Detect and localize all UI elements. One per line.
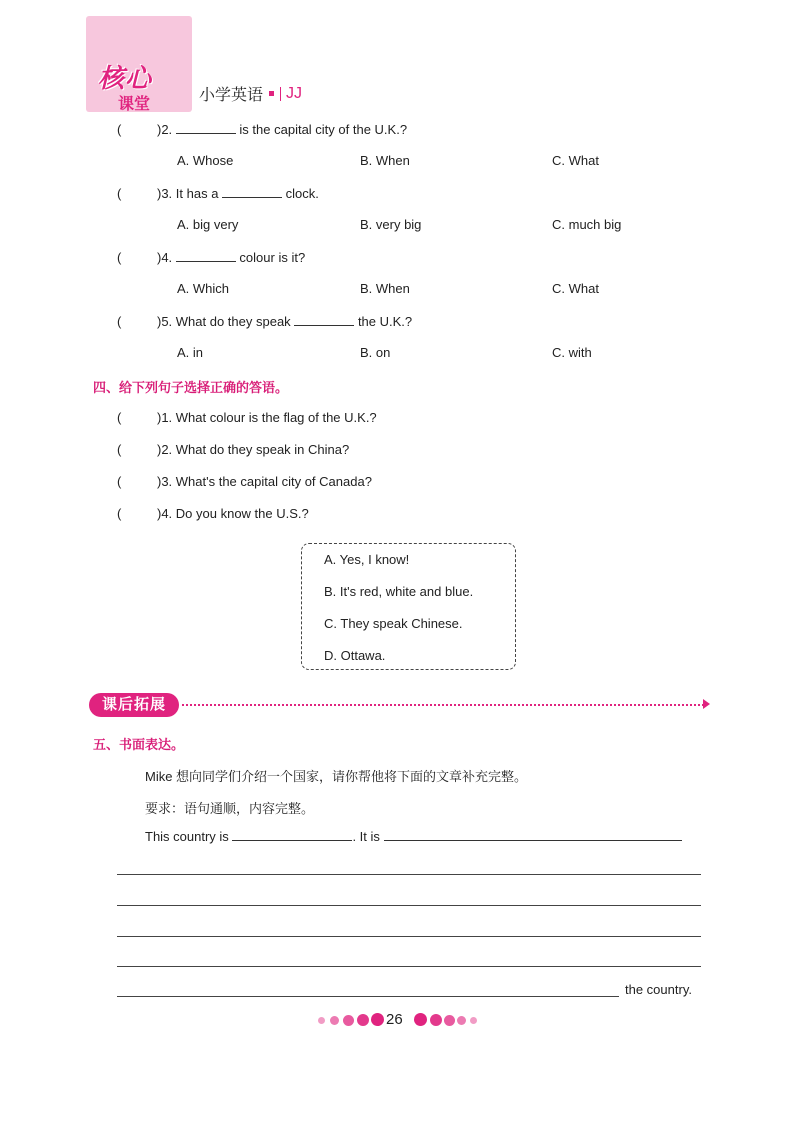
option-b[interactable]: B. on	[360, 345, 391, 360]
question-text: clock.	[285, 186, 319, 201]
option-a[interactable]: A. big very	[177, 217, 239, 232]
question-5	[117, 314, 412, 329]
separator-bar	[280, 87, 281, 101]
match-question-4	[117, 506, 309, 521]
fill-blank[interactable]	[176, 260, 236, 262]
fill-blank[interactable]	[222, 196, 282, 198]
answer-paren[interactable]: (	[117, 122, 122, 137]
writing-line-end: the country.	[625, 982, 692, 997]
pager-dot-icon	[330, 1016, 339, 1025]
answer-paren[interactable]: (	[117, 314, 122, 329]
writing-line[interactable]	[117, 905, 701, 906]
option-b[interactable]: B. When	[360, 153, 410, 168]
writing-line[interactable]	[117, 966, 701, 967]
answer-paren[interactable]: (	[117, 474, 122, 489]
option-c[interactable]: C. much big	[552, 217, 622, 232]
match-question-3	[117, 474, 372, 489]
pager-dot-icon	[343, 1015, 354, 1026]
option-c[interactable]: C. with	[552, 345, 592, 360]
answer-b: B. It's red, white and blue.	[324, 584, 474, 599]
answer-a: A. Yes, I know!	[324, 552, 410, 567]
option-a[interactable]: A. Whose	[177, 153, 234, 168]
option-c[interactable]: C. What	[552, 153, 599, 168]
fill-blank-description[interactable]	[384, 839, 682, 841]
answer-c: C. They speak Chinese.	[324, 616, 463, 631]
question-text: is the capital city of the U.K.?	[239, 122, 408, 137]
answer-paren[interactable]: (	[117, 410, 122, 425]
extension-banner: 课后拓展	[89, 693, 179, 717]
answer-paren[interactable]: (	[117, 250, 122, 265]
fill-blank[interactable]	[294, 324, 354, 326]
question-text: colour is it?	[239, 250, 306, 265]
pager-dot-icon	[444, 1015, 455, 1026]
match-question-1	[117, 410, 377, 425]
pager-dot-icon	[318, 1017, 325, 1024]
separator-square-icon	[269, 91, 274, 96]
answer-paren[interactable]: (	[117, 186, 122, 201]
pager-dot-icon	[430, 1014, 442, 1026]
question-4	[117, 250, 305, 265]
pager-dot-icon	[371, 1013, 384, 1026]
page-number: 26	[386, 1011, 403, 1028]
writing-line[interactable]	[117, 996, 619, 997]
question-text: )3. What's the capital city of Canada?	[157, 474, 372, 489]
subject-header	[199, 82, 302, 105]
option-b[interactable]: B. When	[360, 281, 410, 296]
pager-dot-icon	[470, 1017, 477, 1024]
option-a[interactable]: A. Which	[177, 281, 230, 296]
fill-blank[interactable]	[176, 132, 236, 134]
pager-dot-icon	[457, 1016, 466, 1025]
answer-paren[interactable]: (	[117, 506, 122, 521]
edition-label: JJ	[286, 84, 303, 102]
writing-requirement: 要求：语句通顺，内容完整。	[145, 801, 315, 816]
line-1-start: This country is	[145, 829, 229, 844]
option-c[interactable]: C. What	[552, 281, 599, 296]
question-2	[117, 122, 407, 137]
writing-line-1	[145, 829, 682, 844]
arrow-right-icon	[703, 699, 710, 709]
pager-dot-icon	[357, 1014, 369, 1026]
question-text: )2. What do they speak in China?	[157, 442, 350, 457]
logo-subtitle: 课堂	[118, 94, 151, 113]
logo-title: 核心	[98, 64, 153, 94]
fill-blank-country[interactable]	[232, 839, 352, 841]
answer-options-box	[301, 543, 516, 670]
question-text: )4. Do you know the U.S.?	[157, 506, 309, 521]
question-text: )1. What colour is the flag of the U.K.?	[157, 410, 377, 425]
answer-paren[interactable]: (	[117, 442, 122, 457]
section-5-title: 五、书面表达。	[93, 737, 185, 752]
extension-dotted-line	[182, 704, 704, 706]
answer-d: D. Ottawa.	[324, 648, 386, 663]
question-number: )4.	[157, 250, 173, 265]
match-question-2	[117, 442, 349, 457]
question-text-before: )3. It has a	[157, 186, 219, 201]
writing-line[interactable]	[117, 874, 701, 875]
section-4-title: 四、给下列句子选择正确的答语。	[93, 380, 289, 395]
writing-line[interactable]	[117, 936, 701, 937]
question-number: )2.	[157, 122, 173, 137]
writing-instruction: Mike 想向同学们介绍一个国家，请你帮他将下面的文章补充完整。	[145, 769, 528, 784]
question-text: the U.K.?	[357, 314, 413, 329]
question-3	[117, 186, 319, 201]
pager-dot-icon	[414, 1013, 427, 1026]
option-a[interactable]: A. in	[177, 345, 204, 360]
line-1-mid: . It is	[352, 829, 380, 844]
subject-label: 小学英语	[199, 87, 264, 104]
option-b[interactable]: B. very big	[360, 217, 422, 232]
question-text-before: )5. What do they speak	[157, 314, 291, 329]
